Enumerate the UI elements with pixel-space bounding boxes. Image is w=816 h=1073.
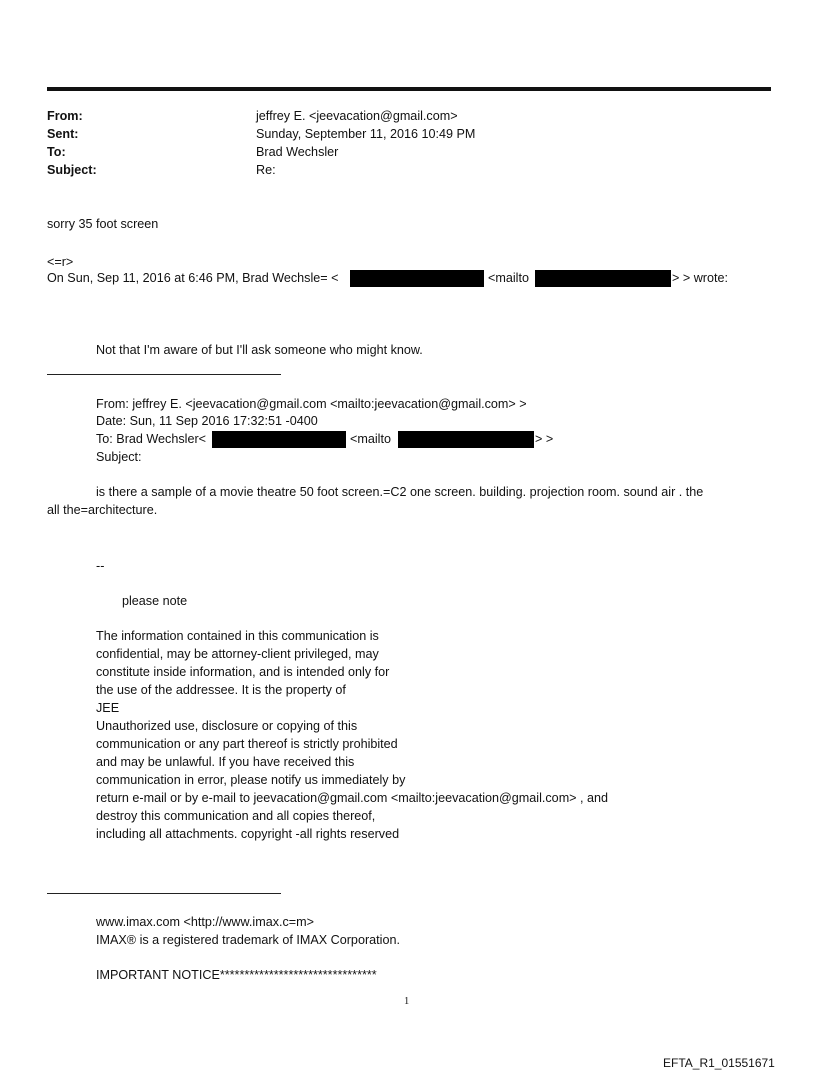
body-line-1: sorry 35 foot screen [47,217,159,231]
important-notice: IMPORTANT NOTICE******************************** [96,968,377,982]
subject-label: Subject: [47,163,97,177]
disclaimer-line: return e-mail or by e-mail to jeevacation@gmail.com <mailto:jeevacation@gmail.com> , and [96,791,609,805]
sent-value: Sunday, September 11, 2016 10:49 PM [256,127,476,141]
quoted-to-prefix: To: Brad Wechsler< [96,432,207,446]
disclaimer-line: constitute inside information, and is intended only for [96,665,390,679]
to-value: Brad Wechsler [256,145,339,159]
separator-rule [47,893,281,894]
body-eqr: <=r> [47,255,74,269]
header-rule [47,87,771,91]
quoted-date: Date: Sun, 11 Sep 2016 17:32:51 -0400 [96,414,318,428]
on-wrote-prefix: On Sun, Sep 11, 2016 at 6:46 PM, Brad Wechsle= < [47,271,339,285]
signature-dashes: -- [96,559,105,573]
redaction-box [398,431,534,448]
reply-text: Not that I'm aware of but I'll ask someone who might know. [96,343,423,357]
from-label: From: [47,109,83,123]
please-note: please note [122,594,188,608]
quoted-to-mailto: <mailto [350,432,391,446]
sent-label: Sent: [47,127,79,141]
disclaimer-line: The information contained in this communication is [96,629,379,643]
redaction-box [535,270,671,287]
from-value: jeffrey E. <jeevacation@gmail.com> [256,109,458,123]
on-wrote-mailto: <mailto [488,271,529,285]
quoted-body-1: is there a sample of a movie theatre 50 foot screen.=C2 one screen. building. projection room. sound air . the [96,485,704,499]
disclaimer-line: communication or any part thereof is strictly prohibited [96,737,398,751]
imax-url: www.imax.com <http://www.imax.c=m> [96,915,314,929]
subject-value: Re: [256,163,276,177]
disclaimer-line: communication in error, please notify us immediately by [96,773,406,787]
quoted-to-suffix: > > [535,432,554,446]
quoted-from: From: jeffrey E. <jeevacation@gmail.com <mailto:jeevacation@gmail.com> > [96,397,527,411]
disclaimer-line: the use of the addressee. It is the property of [96,683,346,697]
on-wrote-suffix: > > wrote: [672,271,729,285]
quoted-subject: Subject: [96,450,142,464]
to-label: To: [47,145,66,159]
separator-rule [47,374,281,375]
redaction-box [350,270,484,287]
page-number: 1 [404,996,410,1007]
quoted-body-2: all the=architecture. [47,503,158,517]
disclaimer-line: destroy this communication and all copies thereof, [96,809,376,823]
document-id: EFTA_R1_01551671 [663,1056,775,1070]
disclaimer-line: and may be unlawful. If you have received this [96,755,355,769]
disclaimer-line: including all attachments. copyright -all rights reserved [96,827,400,841]
imax-trademark: IMAX® is a registered trademark of IMAX Corporation. [96,933,400,947]
disclaimer-line: confidential, may be attorney-client privileged, may [96,647,379,661]
disclaimer-line: JEE [96,701,120,715]
disclaimer-line: Unauthorized use, disclosure or copying of this [96,719,358,733]
redaction-box [212,431,346,448]
